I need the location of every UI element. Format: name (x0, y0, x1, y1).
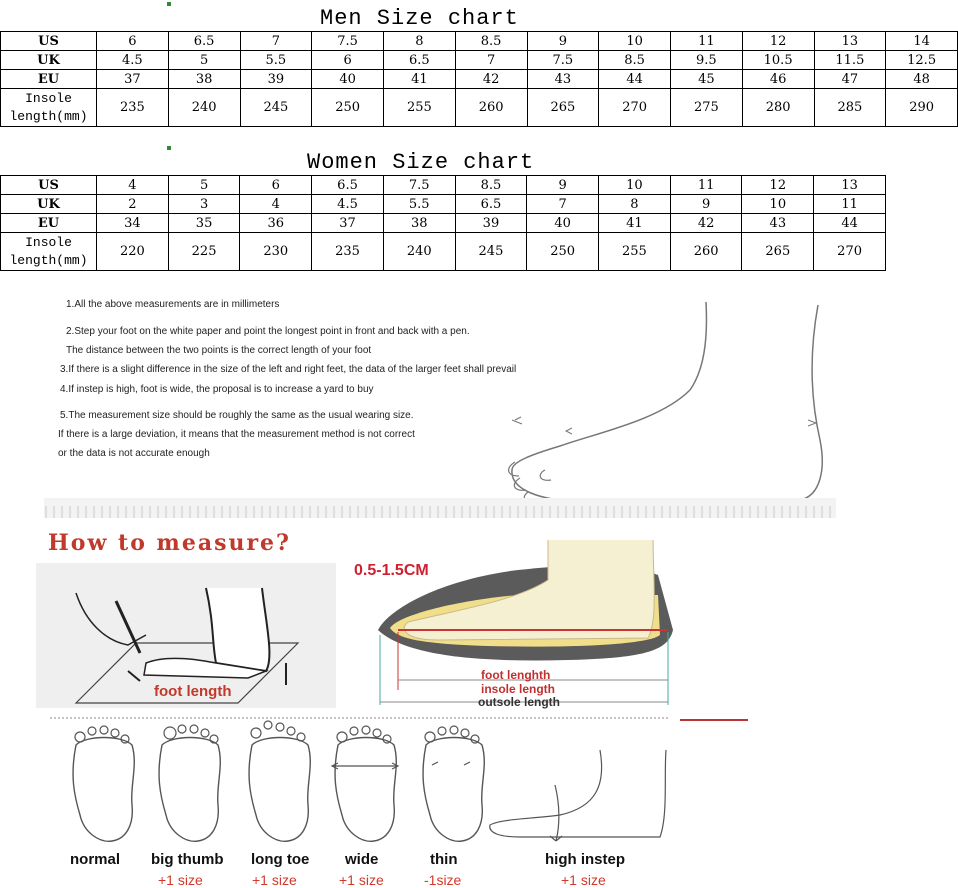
foot-type-wide-adjust: +1 size (339, 872, 384, 888)
outsole-length-caption: outsole length (478, 695, 560, 709)
instruction-line: If there is a large deviation, it means that the measurement method is not correct (58, 429, 415, 440)
size-cell: 44 (814, 214, 886, 233)
foot-length-label: foot length (154, 683, 232, 700)
insole-cell: 265 (527, 89, 599, 127)
insole-cell: 250 (312, 89, 384, 127)
size-cell: 8 (384, 32, 456, 51)
insole-label-line1: Insole (25, 234, 72, 250)
size-cell: 7.5 (383, 176, 455, 195)
insole-cell: 235 (97, 89, 169, 127)
size-cell: 8.5 (599, 51, 671, 70)
foot-type-long-toe-label: long toe (251, 851, 310, 868)
insole-length-caption: insole length (481, 682, 556, 696)
insole-cell: 245 (240, 89, 312, 127)
women-chart-title: Women Size chart (307, 150, 535, 175)
row-label: EU (1, 214, 97, 233)
size-cell: 6.5 (455, 195, 527, 214)
size-cell: 4.5 (312, 195, 384, 214)
size-cell: 11.5 (814, 51, 886, 70)
size-cell: 45 (671, 70, 743, 89)
insole-cell: 255 (384, 89, 456, 127)
size-row-eu (1, 70, 958, 89)
size-cell: 47 (814, 70, 886, 89)
size-cell: 8.5 (455, 32, 527, 51)
instruction-line: 4.If instep is high, foot is wide, the proposal is to increase a yard to buy (60, 384, 374, 395)
size-cell: 46 (742, 70, 814, 89)
size-cell: 12 (742, 176, 814, 195)
women-size-table (0, 175, 886, 271)
row-label: UK (1, 195, 97, 214)
size-row-us (1, 176, 886, 195)
size-cell: 40 (527, 214, 599, 233)
insole-cell: 250 (527, 233, 599, 271)
size-cell: 10 (599, 176, 671, 195)
instruction-line: or the data is not accurate enough (58, 448, 210, 459)
foot-type-big-thumb-adjust: +1 size (158, 872, 203, 888)
foot-type-thin-adjust: -1size (424, 872, 462, 888)
size-cell: 13 (814, 176, 886, 195)
size-cell: 37 (312, 214, 384, 233)
size-cell: 8 (599, 195, 671, 214)
size-cell: 6.5 (312, 176, 384, 195)
size-cell: 6 (97, 32, 169, 51)
size-cell: 7.5 (527, 51, 599, 70)
size-row-insole (1, 89, 958, 127)
instruction-line: 2.Step your foot on the white paper and point the longest point in front and back with a pen. (66, 326, 470, 337)
insole-cell: 285 (814, 89, 886, 127)
men-chart-title: Men Size chart (320, 6, 519, 31)
size-cell: 42 (670, 214, 742, 233)
size-cell: 12.5 (886, 51, 958, 70)
insole-cell: 245 (455, 233, 527, 271)
size-cell: 3 (168, 195, 240, 214)
size-cell: 2 (97, 195, 169, 214)
size-cell: 4 (240, 195, 312, 214)
size-cell: 48 (886, 70, 958, 89)
foot-length-caption: foot lenghth (481, 668, 551, 682)
insole-cell: 240 (168, 89, 240, 127)
size-cell: 6.5 (168, 32, 240, 51)
size-cell: 6.5 (384, 51, 456, 70)
size-cell: 40 (312, 70, 384, 89)
insole-cell: 290 (886, 89, 958, 127)
insole-cell: 270 (599, 89, 671, 127)
size-cell: 11 (814, 195, 886, 214)
size-cell: 7 (455, 51, 527, 70)
decor-mark (167, 146, 171, 150)
insole-cell: 270 (814, 233, 886, 271)
row-label: EU (1, 70, 97, 89)
size-cell: 39 (455, 214, 527, 233)
row-label: US (1, 176, 97, 195)
size-cell: 5.5 (240, 51, 312, 70)
size-cell: 14 (886, 32, 958, 51)
size-cell: 9 (527, 32, 599, 51)
insole-cell: 240 (383, 233, 455, 271)
size-cell: 44 (599, 70, 671, 89)
size-cell: 6 (312, 51, 384, 70)
instruction-line: 3.If there is a slight difference in the size of the left and right feet, the data of the larger feet shall prevail (60, 364, 517, 375)
size-row-uk (1, 51, 958, 70)
size-cell: 35 (168, 214, 240, 233)
foot-type-long-toe-adjust: +1 size (252, 872, 297, 888)
size-cell: 9 (670, 195, 742, 214)
foot-type-high-instep-adjust: +1 size (561, 872, 606, 888)
size-row-eu (1, 214, 886, 233)
size-cell: 41 (384, 70, 456, 89)
insole-label-line1: Insole (25, 90, 72, 106)
size-cell: 6 (240, 176, 312, 195)
size-cell: 10 (742, 195, 814, 214)
insole-cell: 260 (455, 89, 527, 127)
size-cell: 5 (168, 51, 240, 70)
decor-mark (167, 2, 171, 6)
size-cell: 41 (599, 214, 671, 233)
size-cell: 7 (240, 32, 312, 51)
insole-cell: 225 (168, 233, 240, 271)
size-cell: 5.5 (383, 195, 455, 214)
size-cell: 4.5 (97, 51, 169, 70)
insole-cell: 235 (312, 233, 384, 271)
instruction-line: 5.The measurement size should be roughly the same as the usual wearing size. (60, 410, 414, 421)
size-cell: 9.5 (671, 51, 743, 70)
size-cell: 43 (527, 70, 599, 89)
size-cell: 4 (97, 176, 169, 195)
insole-cell: 260 (670, 233, 742, 271)
foot-type-thin-label: thin (430, 851, 458, 868)
size-cell: 36 (240, 214, 312, 233)
size-cell: 5 (168, 176, 240, 195)
size-cell: 38 (168, 70, 240, 89)
size-cell: 12 (742, 32, 814, 51)
size-cell: 9 (527, 176, 599, 195)
insole-cell: 220 (97, 233, 169, 271)
insole-cell: 255 (599, 233, 671, 271)
size-row-us (1, 32, 958, 51)
size-cell: 13 (814, 32, 886, 51)
size-cell: 39 (240, 70, 312, 89)
size-cell: 43 (742, 214, 814, 233)
size-cell: 7 (527, 195, 599, 214)
row-label (1, 89, 97, 127)
size-cell: 34 (97, 214, 169, 233)
how-to-measure-title: How to measure? (48, 530, 291, 556)
foot-type-sketches (0, 715, 958, 855)
foot-type-big-thumb-label: big thumb (151, 851, 224, 868)
row-label: UK (1, 51, 97, 70)
size-cell: 7.5 (312, 32, 384, 51)
insole-label-line2: length(mm) (9, 108, 88, 124)
size-cell: 11 (670, 176, 742, 195)
size-cell: 37 (97, 70, 169, 89)
size-cell: 42 (455, 70, 527, 89)
foot-type-wide-label: wide (345, 851, 379, 868)
insole-cell: 230 (240, 233, 312, 271)
row-label (1, 233, 97, 271)
row-label: US (1, 32, 97, 51)
insole-cell: 265 (742, 233, 814, 271)
foot-type-normal-label: normal (70, 851, 121, 868)
foot-type-high-instep-label: high instep (545, 851, 625, 868)
insole-cell: 280 (742, 89, 814, 127)
size-cell: 38 (383, 214, 455, 233)
size-row-uk (1, 195, 886, 214)
size-row-insole (1, 233, 886, 271)
men-size-table (0, 31, 958, 127)
size-cell: 11 (671, 32, 743, 51)
gap-label: 0.5-1.5CM (354, 562, 429, 579)
instruction-line: The distance between the two points is the correct length of your foot (66, 345, 372, 356)
size-cell: 8.5 (455, 176, 527, 195)
insole-label-line2: length(mm) (9, 252, 88, 268)
insole-cell: 275 (671, 89, 743, 127)
size-cell: 10 (599, 32, 671, 51)
size-cell: 10.5 (742, 51, 814, 70)
instruction-line: 1.All the above measurements are in millimeters (66, 299, 280, 310)
